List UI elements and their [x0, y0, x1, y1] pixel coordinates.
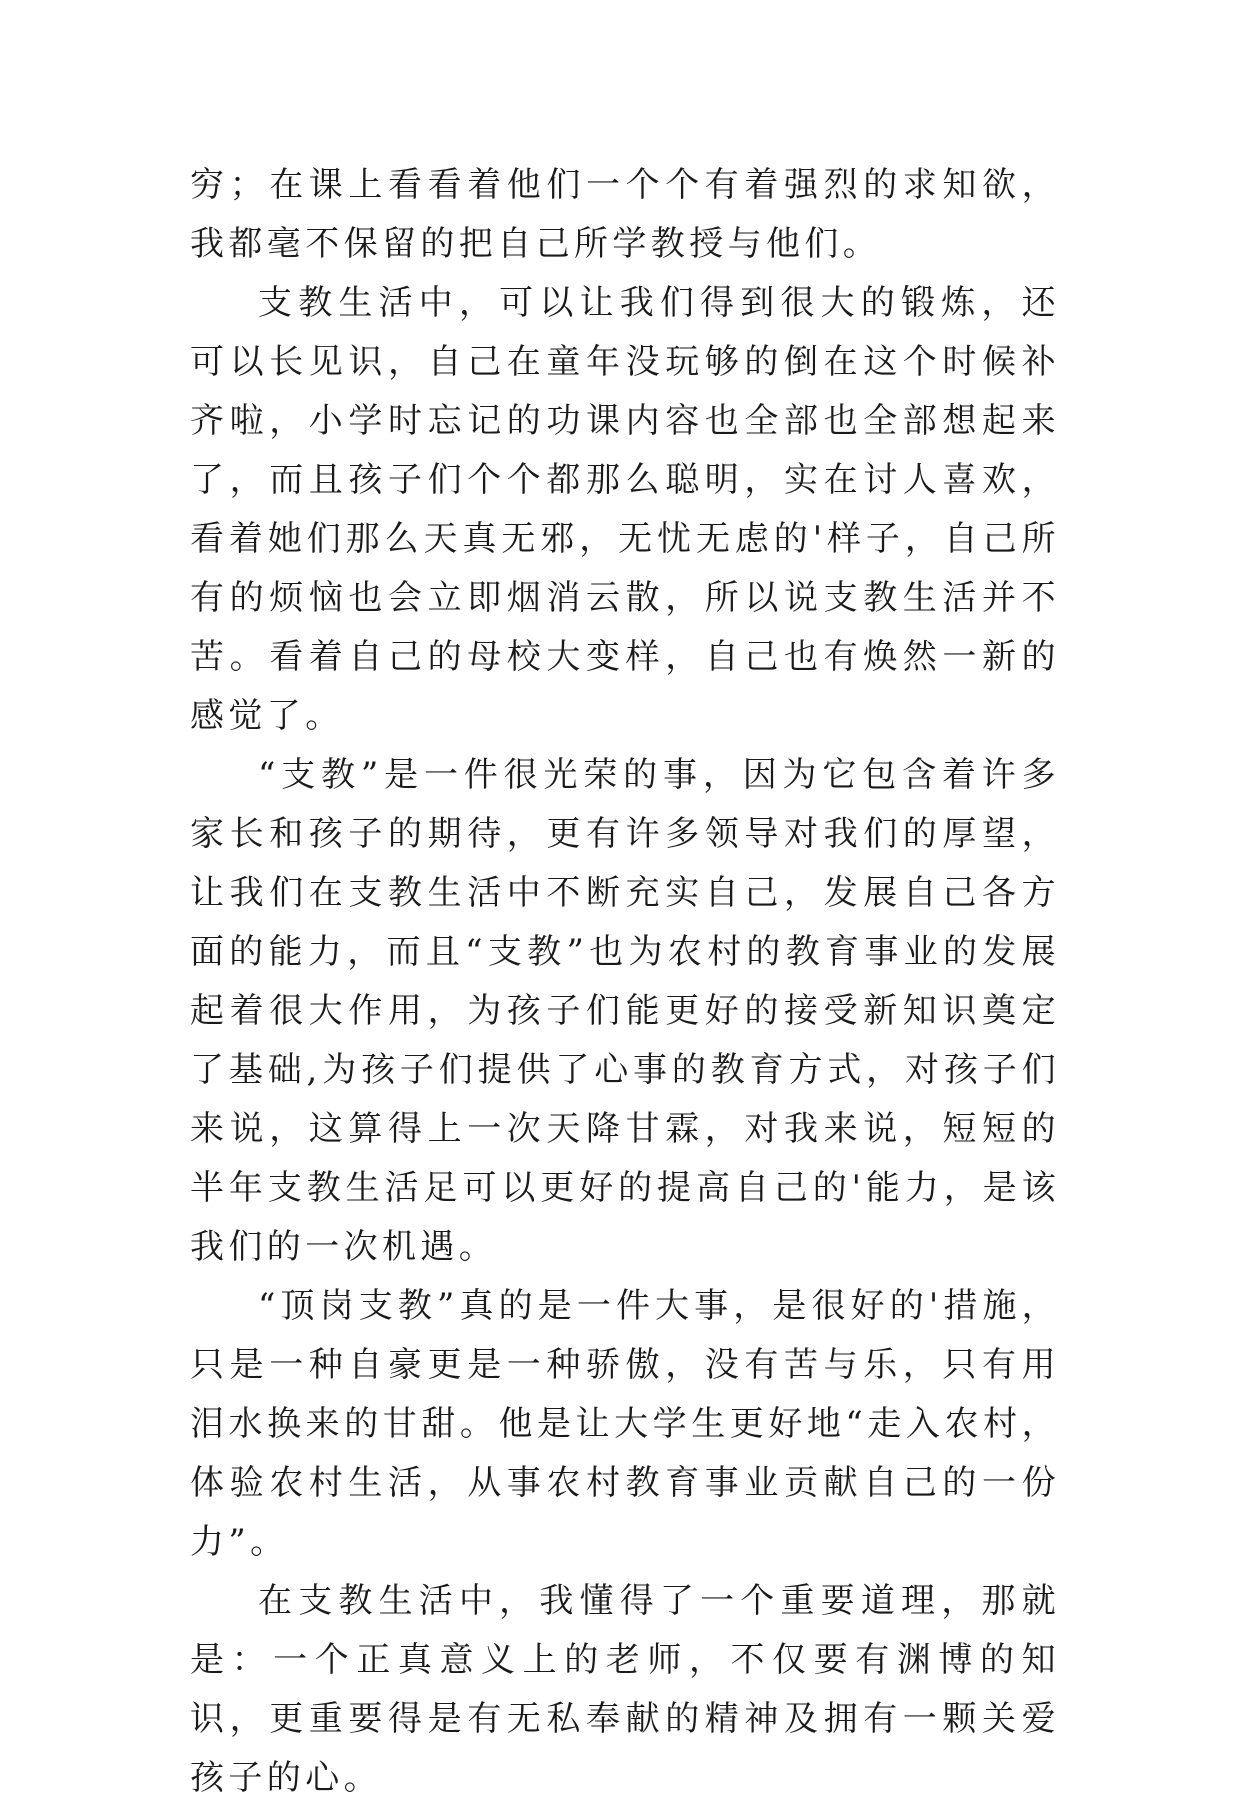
paragraph-5: 在支教生活中，我懂得了一个重要道理，那就是：一个正真意义上的老师，不仅要有渊博的知识，更重要得是有无私奉献的精神及拥有一颗关爱孩子的心。: [190, 1581, 1060, 1798]
paragraph-2: 支教生活中，可以让我们得到很大的锻炼，还可以长见识，自己在童年没玩够的倒在这个时候补齐啦，小学时忘记的功课内容也全部也全部想起来了，而且孩子们个个都那么聪明，实在讨人喜欢，看着她们那么天真无邪，无忧无虑的'样子，自己所有的烦恼也会立即烟消云散，所以说支教生活并不苦。看着自己的母校大变样，自己也有焕然一新的感觉了。: [190, 283, 1060, 736]
paragraph-3: “支教”是一件很光荣的事，因为它包含着许多家长和孩子的期待，更有许多领导对我们的厚望，让我们在支教生活中不断充实自己，发展自己各方面的能力，而且“支教”也为农村的教育事业的发展起着很大作用，为孩子们能更好的接受新知识奠定了基础,为孩子们提供了心事的教育方式，对孩子们来说，这算得上一次天降甘霖，对我来说，短短的半年支教生活足可以更好的提高自己的'能力，是该我们的一次机遇。: [190, 755, 1060, 1267]
body-text: [190, 156, 1060, 1808]
paragraph-4: “顶岗支教”真的是一件大事，是很好的'措施，只是一种自豪更是一种骄傲，没有苦与乐，只有用泪水换来的甘甜。他是让大学生更好地“走入农村，体验农村生活，从事农村教育事业贡献自己的一份力”。: [190, 1286, 1060, 1562]
paragraph-1: 穷；在课上看看着他们一个个有着强烈的求知欲，我都毫不保留的把自己所学教授与他们。: [190, 165, 1060, 264]
